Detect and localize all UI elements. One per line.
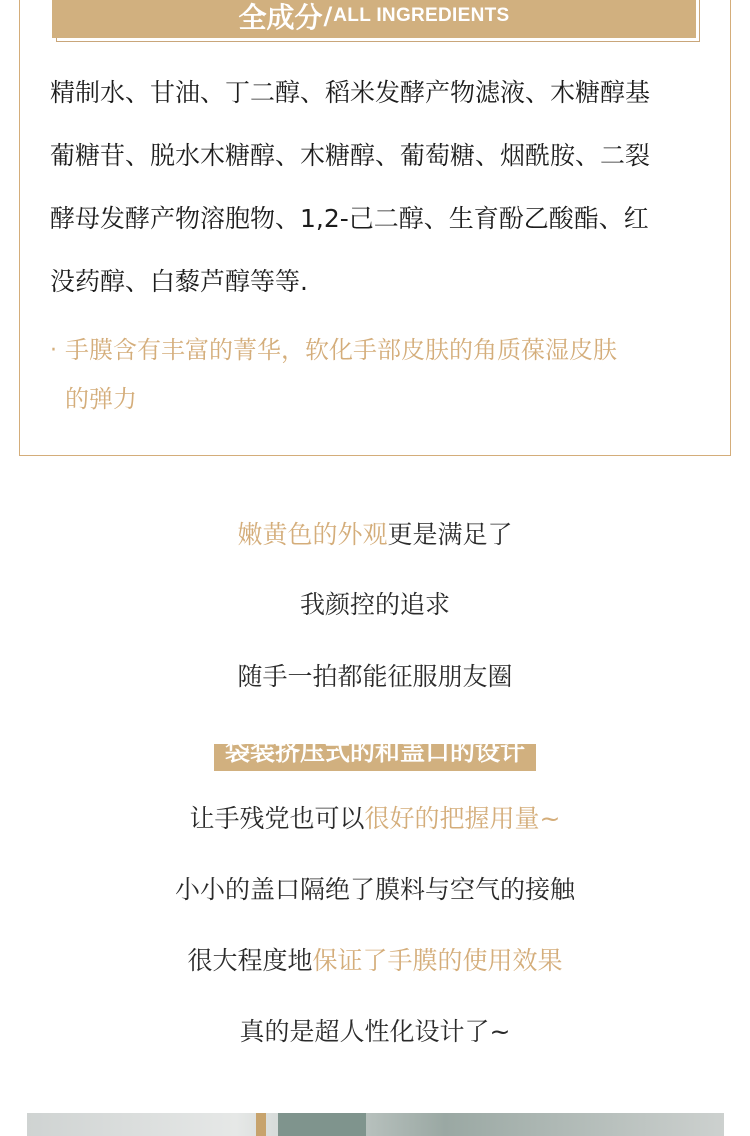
promo-line-7: 真的是超人性化设计了~ — [239, 1017, 511, 1046]
promo-line-6 — [0, 944, 750, 978]
ingredient-line: 酵母发酵产物溶胞物、1,2-己二醇、生育酚乙酸酯、红 — [50, 204, 649, 233]
promo-line-3: 随手一拍都能征服朋友圈 — [237, 662, 513, 691]
promo-line-4 — [0, 802, 750, 836]
photo-dark-area — [278, 1113, 366, 1136]
benefit-line: 手膜含有丰富的菁华，软化手部皮肤的角质葆湿皮肤 — [65, 336, 617, 364]
promo-highlight: 保证了手膜的使用效果 — [312, 946, 563, 975]
promo-text: 很大程度地 — [187, 946, 313, 975]
promo-text: 更是满足了 — [387, 520, 513, 549]
section-title-wrap — [0, 735, 750, 769]
ingredients-title-zh: 全成分 — [238, 1, 323, 34]
promo-line-1 — [0, 518, 750, 552]
promo-highlight: 嫩黄色的外观 — [237, 520, 388, 549]
ingredients-title-bar — [52, 0, 696, 38]
section-title: 袋装挤压式的和盖口的设计 — [224, 737, 525, 766]
photo-gold-accent — [256, 1113, 266, 1136]
title-slash: / — [323, 2, 333, 30]
ingredients-title-en: ALL INGREDIENTS — [333, 5, 510, 26]
ingredient-line: 葡糖苷、脱水木糖醇、木糖醇、葡萄糖、烟酰胺、二裂 — [50, 141, 651, 170]
promo-text: 让手残党也可以 — [189, 804, 365, 833]
section-title-badge — [217, 735, 533, 769]
promo-highlight: 很好的把握用量~ — [364, 804, 561, 833]
ingredient-line: 精制水、甘油、丁二醇、稻米发酵产物滤液、木糖醇基 — [50, 78, 651, 107]
benefit-line: 的弹力 — [65, 385, 137, 413]
promo-line-5: 小小的盖口隔绝了膜料与空气的接触 — [174, 875, 575, 904]
ingredient-line: 没药醇、白藜芦醇等等. — [50, 267, 308, 296]
benefit-bullet: · — [50, 338, 57, 363]
promo-line-2: 我颜控的追求 — [299, 590, 450, 619]
product-photo — [27, 1113, 724, 1136]
